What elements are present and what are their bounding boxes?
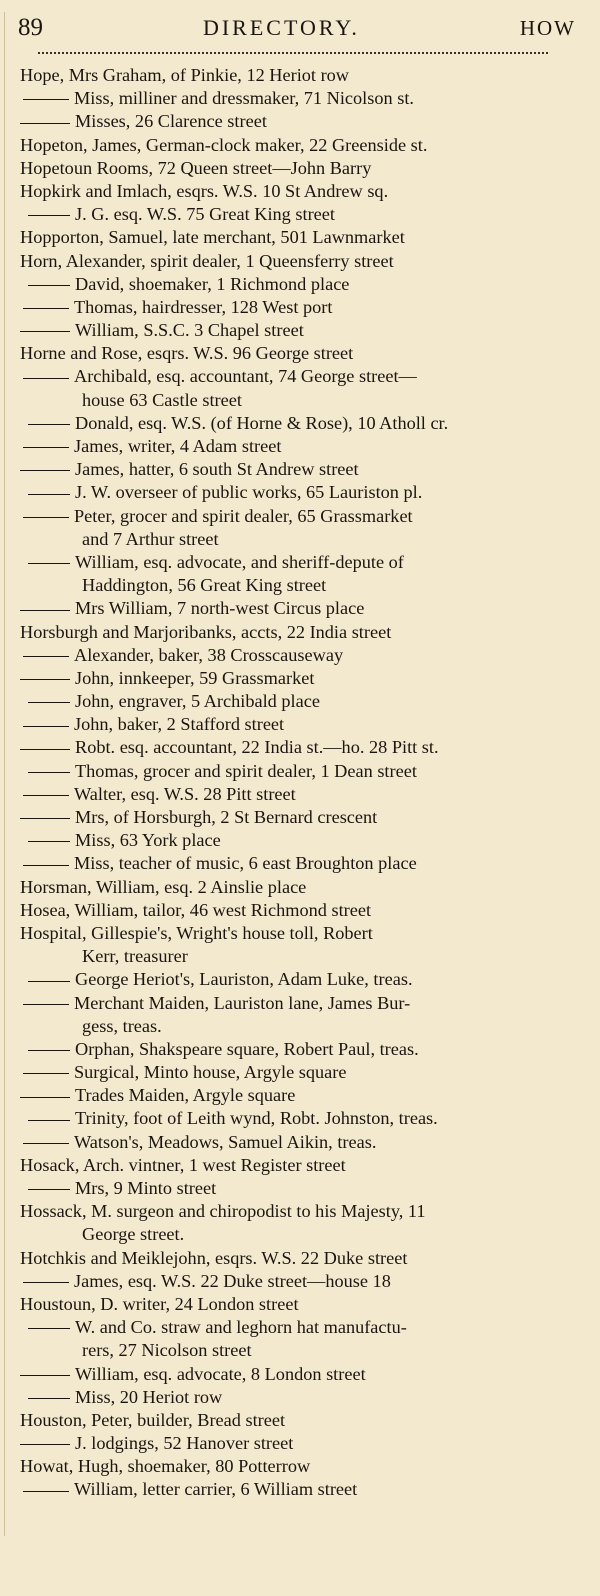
entry-text: William, S.S.C. 3 Chapel street — [75, 320, 304, 341]
entry-text: Merchant Maiden, Lauriston lane, James Bur- — [74, 992, 411, 1013]
entry-text: Alexander, baker, 38 Crosscauseway — [74, 644, 344, 665]
directory-entry — [20, 713, 576, 736]
entry-text: Trades Maiden, Argyle square — [75, 1085, 296, 1106]
directory-entry — [20, 435, 576, 458]
ditto-dash — [28, 981, 70, 982]
entry-text: Hosea, William, tailor, 46 west Richmond street — [20, 899, 372, 920]
entry-text: rers, 27 Nicolson street — [82, 1340, 252, 1361]
entry-text: James, esq. W.S. 22 Duke street—house 18 — [74, 1270, 391, 1291]
directory-entry — [20, 1316, 576, 1339]
entry-text: James, hatter, 6 south St Andrew street — [75, 459, 359, 480]
ditto-dash — [20, 331, 70, 332]
entry-text: Miss, milliner and dressmaker, 71 Nicolson st. — [74, 88, 414, 109]
ditto-dash — [28, 563, 70, 564]
entry-text: Orphan, Shakspeare square, Robert Paul, treas. — [75, 1038, 419, 1059]
directory-entry-continuation — [20, 1339, 576, 1362]
directory-entry — [20, 1386, 576, 1409]
entry-text: Miss, teacher of music, 6 east Broughton place — [74, 853, 417, 874]
directory-entry — [20, 273, 576, 296]
ditto-dash — [23, 726, 69, 727]
entry-text: William, esq. advocate, 8 London street — [75, 1363, 366, 1384]
entry-text: W. and Co. straw and leghorn hat manufactu- — [75, 1317, 407, 1338]
directory-entry — [20, 922, 576, 945]
ditto-dash — [28, 841, 70, 842]
directory-entry — [20, 690, 576, 713]
entry-text: Surgical, Minto house, Argyle square — [74, 1062, 347, 1083]
ditto-dash — [23, 795, 69, 796]
ditto-dash — [28, 215, 70, 216]
directory-entry — [20, 1154, 576, 1177]
directory-entry — [20, 1363, 576, 1386]
entry-text: John, baker, 2 Stafford street — [74, 714, 285, 735]
entry-text: William, letter carrier, 6 William street — [74, 1479, 358, 1500]
directory-entry — [20, 1131, 576, 1154]
directory-entry — [20, 829, 576, 852]
directory-entry — [20, 505, 576, 528]
directory-entry — [20, 992, 576, 1015]
directory-entry — [20, 319, 576, 342]
ditto-dash — [20, 470, 70, 471]
entry-text: Miss, 20 Heriot row — [75, 1386, 223, 1407]
directory-entry — [20, 1084, 576, 1107]
entry-text: Hopkirk and Imlach, esqrs. W.S. 10 St Andrew sq. — [20, 180, 389, 201]
ditto-dash — [28, 1120, 70, 1121]
entry-text: Houston, Peter, builder, Bread street — [20, 1409, 286, 1430]
page-number: 89 — [18, 14, 43, 41]
entry-text: Hosack, Arch. vintner, 1 west Register street — [20, 1154, 346, 1175]
entry-text: Thomas, grocer and spirit dealer, 1 Dean street — [75, 760, 417, 781]
entry-text: William, esq. advocate, and sheriff-depute of — [75, 551, 404, 572]
ditto-dash — [23, 1143, 69, 1144]
entry-text: Howat, Hugh, shoemaker, 80 Potterrow — [20, 1456, 311, 1477]
directory-entry — [20, 876, 576, 899]
directory-entry — [20, 621, 576, 644]
entry-text: Peter, grocer and spirit dealer, 65 Grassmarket — [74, 505, 413, 526]
entry-text: Mrs, of Horsburgh, 2 St Bernard crescent — [75, 807, 378, 827]
entry-text: John, innkeeper, 59 Grassmarket — [75, 667, 315, 688]
directory-entry — [20, 667, 576, 690]
directory-entry — [20, 806, 576, 829]
directory-entry — [20, 64, 576, 87]
directory-entry — [20, 203, 576, 226]
section-head: HOW — [519, 16, 576, 40]
running-title: DIRECTORY. — [202, 15, 360, 40]
page-edge-line — [4, 12, 5, 1536]
directory-entry — [20, 296, 576, 319]
ditto-dash — [28, 494, 70, 495]
directory-entry — [20, 899, 576, 922]
ditto-dash — [23, 99, 69, 100]
directory-entry — [20, 644, 576, 667]
ditto-dash — [23, 447, 69, 448]
entry-text: Trinity, foot of Leith wynd, Robt. Johnston, treas. — [75, 1108, 438, 1129]
entry-text: Hopetoun Rooms, 72 Queen street—John Barry — [20, 157, 372, 178]
directory-entry — [20, 134, 576, 157]
entry-text: Archibald, esq. accountant, 74 George street— — [74, 366, 417, 387]
directory-entry — [20, 968, 576, 991]
ditto-dash — [20, 123, 70, 124]
directory-entry — [20, 1061, 576, 1084]
ditto-dash — [28, 424, 70, 425]
ditto-dash — [20, 610, 70, 611]
ditto-dash — [23, 517, 69, 518]
entry-text: house 63 Castle street — [82, 389, 242, 410]
directory-entry — [20, 110, 576, 133]
ditto-dash — [28, 702, 70, 703]
entry-text: Thomas, hairdresser, 128 West port — [74, 296, 333, 317]
directory-entry-continuation — [20, 1015, 576, 1038]
ditto-dash — [20, 679, 70, 680]
directory-entry — [20, 226, 576, 249]
ditto-dash — [23, 1073, 69, 1074]
directory-entry — [20, 1177, 576, 1200]
directory-entry-continuation — [20, 945, 576, 968]
ditto-dash — [23, 1004, 69, 1005]
directory-entry — [20, 1107, 576, 1130]
directory-entry — [20, 87, 576, 110]
entry-text: and 7 Arthur street — [82, 528, 219, 549]
directory-entry — [20, 481, 576, 504]
directory-entry — [20, 250, 576, 273]
entry-text: J. lodgings, 52 Hanover street — [75, 1433, 294, 1454]
directory-entry — [20, 458, 576, 481]
ditto-dash — [23, 378, 69, 379]
directory-entry-continuation — [20, 528, 576, 551]
directory-entry — [20, 180, 576, 203]
entry-text: Hotchkis and Meiklejohn, esqrs. W.S. 22 Duke street — [20, 1247, 408, 1268]
ditto-dash — [23, 656, 69, 657]
ditto-dash — [20, 1097, 70, 1098]
ditto-dash — [28, 1189, 70, 1190]
directory-entry — [20, 597, 576, 620]
entry-text: Hossack, M. surgeon and chiropodist to his Majesty, 11 — [20, 1201, 426, 1222]
entry-text: Horne and Rose, esqrs. W.S. 96 George street — [20, 343, 354, 364]
entry-text: J. G. esq. W.S. 75 Great King street — [75, 204, 335, 225]
directory-entry-continuation — [20, 574, 576, 597]
directory-entry — [20, 1432, 576, 1455]
entry-text: George street. — [82, 1224, 185, 1245]
ditto-dash — [28, 1050, 70, 1051]
entry-text: Hopporton, Samuel, late merchant, 501 Lawnmarket — [20, 227, 405, 248]
directory-entry — [20, 365, 576, 388]
entry-text: Donald, esq. W.S. (of Horne & Rose), 10 Atholl cr. — [75, 412, 449, 433]
entry-text: Haddington, 56 Great King street — [82, 575, 327, 596]
page-header — [10, 14, 576, 50]
entry-text: J. W. overseer of public works, 65 Lauriston pl. — [75, 482, 423, 503]
ditto-dash — [20, 749, 70, 750]
directory-entry — [20, 736, 576, 759]
entry-text: Miss, 63 York place — [75, 830, 221, 851]
entry-text: George Heriot's, Lauriston, Adam Luke, treas. — [75, 969, 413, 990]
ditto-dash — [28, 1328, 70, 1329]
directory-entry — [20, 157, 576, 180]
ditto-dash — [20, 1444, 70, 1445]
ditto-dash — [23, 865, 69, 866]
directory-entry — [20, 783, 576, 806]
entry-text: Robt. esq. accountant, 22 India st.—ho. 28 Pitt st. — [75, 737, 439, 758]
directory-entry-continuation — [20, 389, 576, 412]
ditto-dash — [20, 1375, 70, 1376]
entry-text: James, writer, 4 Adam street — [74, 436, 282, 456]
entry-text: Watson's, Meadows, Samuel Aikin, treas. — [74, 1131, 377, 1152]
entry-text: Misses, 26 Clarence street — [75, 111, 267, 132]
entry-text: Kerr, treasurer — [82, 946, 188, 967]
entry-text: Walter, esq. W.S. 28 Pitt street — [74, 783, 296, 804]
directory-entry — [20, 1478, 576, 1501]
directory-entry — [20, 1038, 576, 1061]
ditto-dash — [28, 772, 70, 773]
directory-entry — [20, 1409, 576, 1432]
directory-entry-continuation — [20, 1223, 576, 1246]
directory-entry — [20, 1247, 576, 1270]
entry-text: Houstoun, D. writer, 24 London street — [20, 1293, 299, 1314]
entry-text: Horn, Alexander, spirit dealer, 1 Queensferry street — [20, 250, 394, 271]
entry-text: gess, treas. — [82, 1015, 162, 1036]
directory-entry-list — [10, 64, 576, 1502]
ditto-dash — [28, 285, 70, 286]
ditto-dash — [23, 1491, 69, 1492]
header-ornament-rule — [38, 52, 548, 58]
directory-entry — [20, 852, 576, 875]
directory-entry — [20, 1270, 576, 1293]
entry-text: Hopeton, James, German-clock maker, 22 Greenside st. — [20, 134, 428, 155]
entry-text: Hospital, Gillespie's, Wright's house toll, Robert — [20, 922, 373, 943]
entry-text: Mrs William, 7 north-west Circus place — [75, 598, 365, 619]
directory-entry — [20, 1293, 576, 1316]
entry-text: Mrs, 9 Minto street — [75, 1178, 217, 1198]
directory-entry — [20, 342, 576, 365]
directory-entry — [20, 412, 576, 435]
entry-text: John, engraver, 5 Archibald place — [75, 691, 320, 712]
directory-entry — [20, 760, 576, 783]
ditto-dash — [20, 818, 70, 819]
directory-entry — [20, 551, 576, 574]
ditto-dash — [23, 308, 69, 309]
entry-text: Horsburgh and Marjoribanks, accts, 22 India street — [20, 621, 392, 642]
ditto-dash — [28, 1398, 70, 1399]
ditto-dash — [23, 1282, 69, 1283]
entry-text: David, shoemaker, 1 Richmond place — [75, 273, 350, 294]
directory-entry — [20, 1455, 576, 1478]
entry-text: Hope, Mrs Graham, of Pinkie, 12 Heriot row — [20, 65, 349, 85]
entry-text: Horsman, William, esq. 2 Ainslie place — [20, 876, 307, 897]
directory-entry — [20, 1200, 576, 1223]
